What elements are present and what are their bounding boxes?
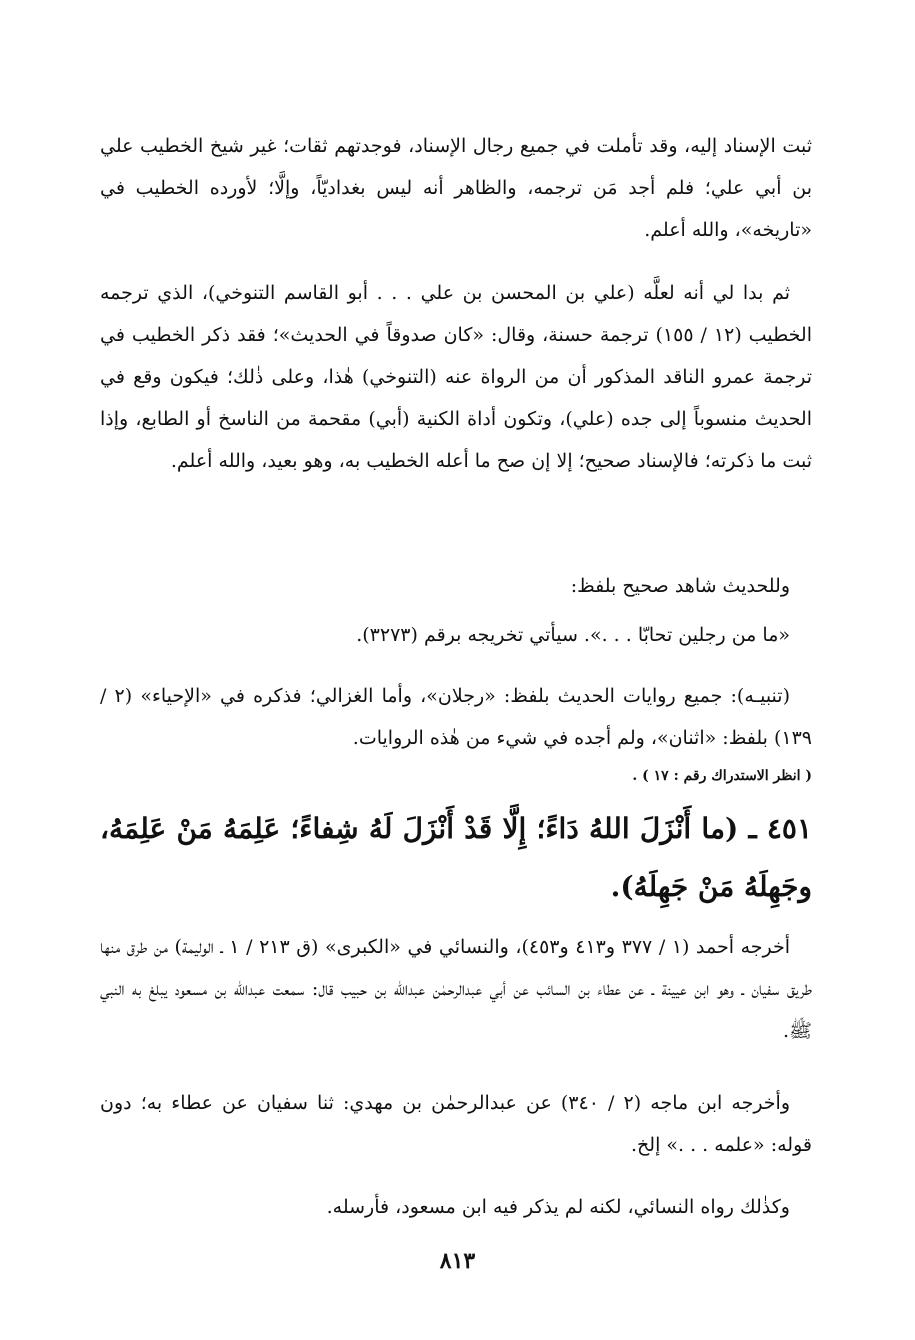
paragraph-8: وكذٰلك رواه النسائي، لكنه لم يذكر فيه ابن مسعود، فأرسله.	[326, 1196, 790, 1218]
page-number: ٨١٣	[439, 1248, 476, 1274]
paragraph-1: ثبت الإسناد إليه، وقد تأملت في جميع رجال الإسناد، فوجدتهم ثقات؛ غير شيخ الخطيب علي بن أبي علي؛ فلم أجد مَن ترجمه، والظاهر أنه ليس بغداديّاً، وإلَّا؛ لأورده الخطيب في «تاريخه»، والله أعلم.	[100, 135, 812, 241]
paragraph-7: وأخرجه ابن ماجه (٢ / ٣٤٠) عن عبدالرحمٰن بن مهدي: ثنا سفيان عن عطاء به؛ دون قوله: «علمه . . .» إلخ.	[100, 1092, 812, 1156]
paragraph-4: «ما من رجلين تحابّا . . .». سيأتي تخريجه برقم (٣٢٧٣).	[356, 624, 790, 646]
addendum-note: ( انظر الاستدراك رقم : ١٧ ) .	[632, 768, 812, 784]
paragraph-note-tanbih: (تنبيـه): جميع روايات الحديث بلفظ: «رجلان»، وأما الغزالي؛ فذكره في «الإحياء» (٢ / ١٣٩) بلفظ: «اثنان»، ولم أجده في شيء من هٰذه الروايات.	[100, 685, 812, 749]
paragraph-6: أخرجه أحمد (١ / ٣٧٧ و٤١٣ و٤٥٣)، والنسائي في «الكبرى» (ق ٢١٣ / ١ ـ الوليمة) من طرق منها طريق سفيان ـ وهو ابن عيينة ـ عن عطاء بن السائب عن أبي عبدالرحمٰن عبدالله بن حبيب قال: سمعت عبدالله بن مسعود يبلغ به النبي ﷺ.	[100, 936, 812, 1042]
hadith-heading: ٤٥١ ـ (ما أَنْزَلَ اللهُ دَاءً؛ إِلَّا قَدْ أَنْزَلَ لَهُ شِفاءً؛ عَلِمَهُ مَنْ عَلِمَهُ، وجَهِلَهُ مَنْ جَهِلَهُ).	[100, 812, 812, 903]
paragraph-3: وللحديث شاهد صحيح بلفظ:	[570, 575, 790, 597]
paragraph-2: ثم بدا لي أنه لعلَّه (علي بن المحسن بن علي . . . أبو القاسم التنوخي)، الذي ترجمه الخطيب (١٢ / ١٥٥) ترجمة حسنة، وقال: «كان صدوقاً في الحديث»؛ فقد ذكر الخطيب في ترجمة عمرو الناقد المذكور أن من الرواة عنه (التنوخي) هٰذا، وعلى ذٰلك؛ فيكون وقع في الحديث منسوباً إلى جده (علي)، وتكون أداة الكنية (أبي) مقحمة من الناسخ أو الطابع، وإذا ثبت ما ذكرته؛ فالإسناد صحيح؛ إلا إن صح ما أعله الخطيب به، وهو بعيد، والله أعلم.	[100, 282, 812, 472]
